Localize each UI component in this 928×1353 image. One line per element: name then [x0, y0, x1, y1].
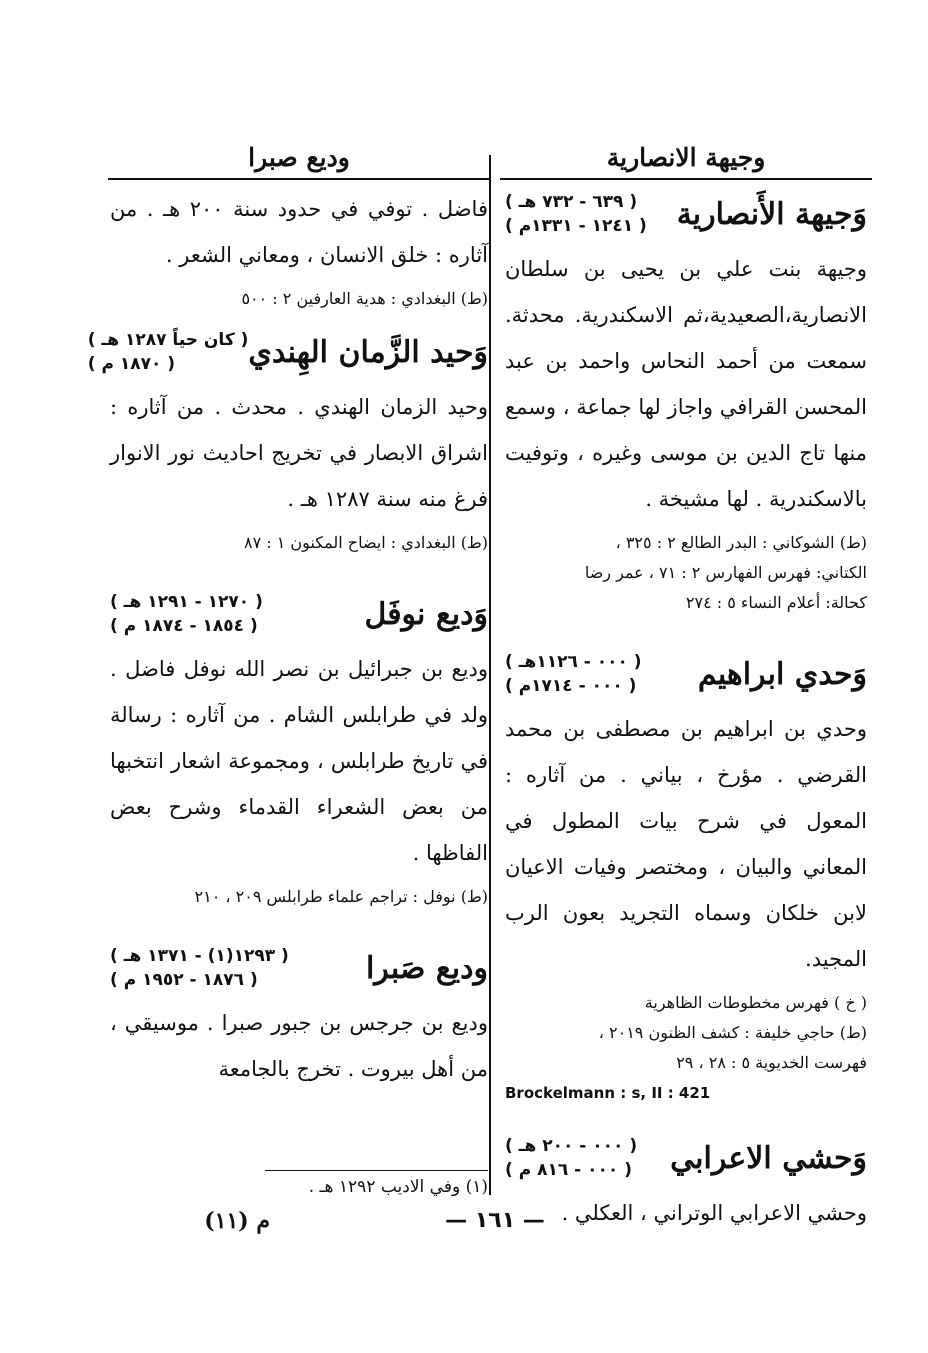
dates-hijri: ( ١٢٩٣(١) - ١٣٧١ هـ ): [110, 946, 289, 966]
entry-sources: [110, 882, 488, 912]
entry-dates: [110, 944, 289, 992]
source-line: الكتاني: فهرس الفهارس ٢ : ٧١ ، عمر رضا: [584, 563, 867, 582]
entry-separator: [110, 564, 488, 576]
entry-dates: [505, 1134, 637, 1182]
source-line: (ط) البغدادي : ايضاح المكنون ١ : ٨٧: [243, 533, 488, 552]
dates-hijri: ( ٠٠٠ - ٢٠٠ هـ ): [505, 1136, 638, 1156]
entry-title: [87, 328, 488, 376]
entry-dates: [110, 590, 263, 638]
entry-body: وديع بن جبرائيل بن نصر الله نوفل فاضل . ولد في طرابلس الشام . من آثاره : رسالة في تاريخ طرابلس ، ومجموعة اشعار انتخبها من بعض الشعراء القدماء وشرح بعض الفاظها .: [110, 657, 488, 865]
header-rule-right: [500, 178, 872, 180]
entry-wadi-sabra: [110, 944, 488, 1092]
entry-title: [110, 590, 488, 638]
entry-dates: [88, 328, 249, 376]
source-line: (ط) حاجي خليفة : كشف الظنون ٢٠١٩ ،: [598, 1023, 867, 1042]
source-line: ( خ ) فهرس مخطوطات الظاهرية: [644, 993, 867, 1012]
dates-gregorian: ( ١٨٧٦ - ١٩٥٢ م ): [110, 970, 258, 990]
entry-sources: [110, 284, 488, 314]
dates-gregorian: ( ٠٠٠ - ٨١٦ م ): [505, 1160, 632, 1180]
entry-title: [110, 944, 488, 992]
dates-gregorian: ( ١٢٤١ - ١٣٣١م ): [505, 216, 647, 236]
entry-wahid-al-zaman: [87, 328, 488, 558]
dates-hijri: ( ١٢٧٠ - ١٢٩١ هـ ): [110, 592, 263, 612]
right-column: [505, 140, 867, 1236]
entry-body: وحدي بن ابراهيم بن مصطفى بن محمد القرضي . مؤرخ ، بياني . من آثاره : المعول في شرح بيات المطول في المعاني والبيان ، ومختصر وفيات الاعيان لابن خلكان وسماه التجريد بعون الرب المجيد.: [505, 717, 867, 971]
entry-body: وحشي الاعرابي الوتراني ، العكلي .: [561, 1201, 867, 1225]
dates-gregorian: ( ٠٠٠ - ١٧١٤م ): [505, 676, 637, 696]
dates-gregorian: ( ١٨٥٤ - ١٨٧٤ م ): [110, 616, 258, 636]
entry-name: وديع صَبرا: [365, 950, 488, 986]
entry-body: وديع بن جرجس بن جبور صبرا . موسيقي ، من أهل بيروت . تخرج بالجامعة: [110, 1011, 488, 1081]
entry-wahdi: [505, 650, 867, 1102]
entry-wadi-nawfal: [110, 590, 488, 912]
signature-mark: م (١١): [204, 1208, 270, 1234]
entry-wajiha: [505, 190, 867, 618]
footnote-rule: [265, 1170, 488, 1171]
source-line: (ط) الشوكاني : البدر الطالع ٢ : ٣٢٥ ،: [615, 533, 867, 552]
entry-sources: [110, 528, 488, 558]
entry-dates: [505, 190, 647, 238]
entry-separator: [110, 918, 488, 930]
entry-separator: [505, 624, 867, 636]
entry-body: وجيهة بنت علي بن يحيى بن سلطان الانصارية،الصعيدية،ثم الاسكندرية. محدثة. سمعت من أحمد النحاس واحمد بن عبد المحسن القرافي واجاز لها جماعة ، وسمع منها تاج الدين بن موسى وغيره ، وتوفيت بالاسكندرية . لها مشيخة .: [505, 257, 867, 511]
entry-sources: [505, 988, 867, 1078]
entry-name: وَديع نوفَل: [364, 596, 488, 632]
entry-sources: [505, 528, 867, 618]
entry-title: [505, 650, 867, 698]
entry-body: وحيد الزمان الهندي . محدث . من آثاره : اشراق الابصار في تخريج احاديث نور الانوار فرغ منه سنة ١٢٨٧ هـ .: [110, 395, 488, 511]
entry-title: [505, 1134, 867, 1182]
entry-name: وَجيهة الأَنصارية: [676, 196, 867, 232]
entry-dates: [505, 650, 642, 698]
footnote: (١) وفي الاديب ١٢٩٢ هـ .: [308, 1177, 488, 1197]
running-head-right: وجيهة الانصارية: [606, 143, 766, 172]
source-line: (ط) نوفل : تراجم علماء طرابلس ٢٠٩ ، ٢١٠: [194, 887, 488, 906]
source-line: كحالة: أعلام النساء ٥ : ٢٧٤: [685, 593, 867, 612]
left-column: [87, 140, 488, 1092]
column-divider: [489, 155, 491, 1195]
entry-title: [505, 190, 867, 238]
entry-separator: [505, 1108, 867, 1120]
continued-entry-body: فاضل . توفي في حدود سنة ٢٠٠ هـ . من آثاره : خلق الانسان ، ومعاني الشعر .: [110, 197, 488, 267]
running-head-left: وديع صبرا: [248, 143, 350, 172]
page-number: — ١٦١ —: [445, 1208, 545, 1233]
entry-name: وَحدي ابراهيم: [697, 656, 867, 692]
header-rule-left: [108, 178, 490, 180]
dates-hijri: ( ٦٣٩ - ٧٣٢ هـ ): [505, 192, 638, 212]
latin-source: Brockelmann : s, II : 421: [505, 1084, 711, 1102]
dates-hijri: ( كان حياً ١٢٨٧ هـ ): [87, 330, 249, 350]
dates-hijri: ( ٠٠٠ - ١١٢٦هـ ): [505, 652, 642, 672]
source-line: (ط) البغدادي : هدية العارفين ٢ : ٥٠٠: [241, 289, 488, 308]
entry-name: وَحيد الزَّمان الهِندي: [248, 334, 488, 370]
entry-name: وَحشي الاعرابي: [670, 1140, 867, 1176]
dates-gregorian: ( ١٨٧٠ م ): [87, 354, 176, 374]
source-line: فهرست الخديوية ٥ : ٢٨ ، ٢٩: [676, 1053, 867, 1072]
